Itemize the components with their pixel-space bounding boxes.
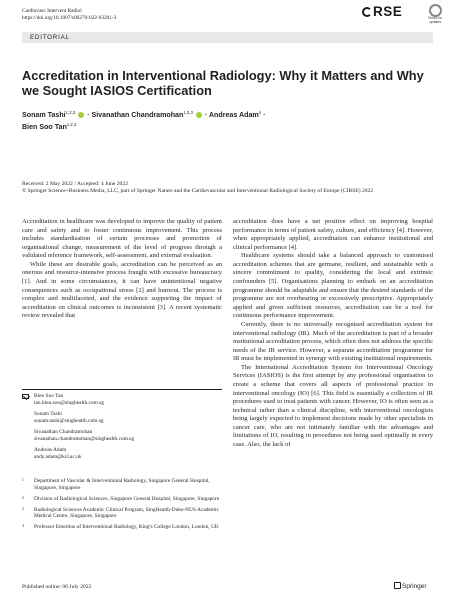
corresponding-contacts [34,393,220,465]
cirse-logo [362,4,402,19]
body-paragraph: The International Accreditation System for Interventional Oncology Services (IASIOS) is the first attempt by any professional organisation to create a scheme that covers all aspects of professional practice in interventional oncology (IO) [6]. This field is essentially a collection of IR procedures used to treat patients with cancer. However, IO is often seen as a technical rather than a clinical discipline, with interventional oncologists being largely expected to implement decisions made by other specialists in cancer care, who are not intimately familiar with the advantages and limitations of IO, resulting in procedures not being used optimally in every case. Also, the lack of [233,363,433,449]
contact-email[interactable]: sonam.tashi@singhealth.com.sg [34,417,104,424]
affiliation-entry [22,524,222,531]
published-online-date: Published online: 06 July 2022 [22,584,92,590]
body-paragraph: While these are desirable goals, accreditation can be perceived as an onerous and resource-intensive process fraught with excessive bureaucracy [1]. And in some circumstances, it can have unintentional negative consequences such as occupational stress [2] and burnout. The process is complex and multifaceted, and the evidence supporting the impact of accreditation on clinical outcomes is inconsistent [3]. A recent systematic review revealed that [22,260,222,320]
contact-entry [34,447,220,460]
article-title: Accreditation in Interventional Radiology: Why it Matters and Why we Sought IASIOS Certification [22,68,424,99]
contact-email[interactable]: tan.bien.soo@singhealth.com.sg [34,399,104,406]
footnote-divider [22,389,222,390]
updates-label: Check for updates [427,16,443,24]
article-meta [22,181,433,195]
copyright-notice: © Springer Science+Business Media, LLC, part of Springer Nature and the Cardiovascular and Interventional Radiological Society of Europe (CIRSE) 2022 [22,188,374,195]
cirse-c-mark-icon [362,7,372,17]
section-label: EDITORIAL [30,34,70,41]
author-name[interactable]: Bien Soo Tan [22,123,67,131]
contact-entry [34,411,220,424]
author-list: Sonam Tashi$^{1,2,3}$ · Sivanathan Chandramohan$^{1,2,3}$ · Andreas Adam$^4$ · Bien Soo Tan$^{1,2,3}$ [22,110,266,131]
section-bar [22,32,433,43]
received-accepted-dates: Received: 2 May 2022 / Accepted: 4 June 2022 [22,181,128,187]
contact-name: Bien Soo Tan [34,393,64,399]
journal-header [22,8,116,21]
affiliation-entry [22,478,222,491]
body-paragraph: Healthcare systems should take a balanced approach to customised accreditation schemes that are germane, resilient, and sustainable with a sincere commitment to quality, considering the local and extrinsic confounders [5]. Organisations planning to embark on an accreditation programme should be adaptable and ensure that the desired standards of the programme are not overbearing or excessively prescriptive. Appropriately applied and given sufficient resources, accreditation can be a tool for continuous performance improvement. [233,252,433,320]
contact-name: Sonam Tashi [34,411,62,417]
orcid-icon[interactable] [78,112,84,118]
affiliation-entry [22,496,222,503]
author-name[interactable]: Andreas Adam [208,111,259,119]
contact-entry [34,429,220,442]
affiliation-entry [22,507,222,520]
journal-name: Cardiovasc Intervent Radiol [22,8,82,14]
body-paragraph: accreditation does have a net positive effect on improving hospital performance in terms of patient safety, culture, and efficiency [4]. However, when appropriately applied, accreditation can enhance institutional and clinical performance [4]. [233,218,433,251]
springer-horse-icon [394,582,401,589]
author-name[interactable]: Sivanathan Chandramohan [91,111,184,119]
doi-link[interactable]: https://doi.org/10.1007/s00270-022-03201-3 [22,14,117,21]
affiliation-text: Division of Radiological Sciences, Singapore General Hospital, Singapore, Singapore [34,495,220,502]
author-name[interactable]: Sonam Tashi [22,111,66,119]
contact-email[interactable]: sivanathan.chandramohan@singhealth.com.sg [34,435,135,442]
affiliation-number: 4 [22,524,24,528]
affiliation-list [22,478,222,535]
contact-entry [34,393,220,406]
author-affiliation: 1,2,3 [183,110,193,115]
contact-name: Andreas Adam [34,447,67,453]
contact-email[interactable]: andy.adam@kcl.ac.uk [34,453,82,460]
body-column-left [22,218,222,321]
affiliation-text: Radiological Sciences Academic Clinical Program, SingHealth-Duke-NUS Academic Medical Centre, Singapore, Singapore [34,506,219,519]
springer-logo [394,582,427,590]
affiliation-number: 3 [22,506,24,511]
body-paragraph: Accreditation in healthcare was developed to improve the quality of patient care and safety and to foster continuous improvement. This process includes standardisation of certain processes and promotion of organisational change, measurement of the level of progress through a validated reference framework, self-assessment, and external evaluation. [22,218,222,260]
envelope-icon [22,394,29,399]
check-for-updates-badge[interactable] [425,4,445,26]
body-paragraph: Currently, there is no universally recognised accreditation system for interventional radiology (IR). Much of the accreditation is part of a broader institutional accreditation process, which often does not address the specific needs of the IR service. However, a separate accreditation programme for IR must be implemented in synergy with existing institutional requirements. [233,320,433,363]
cirse-logo-text: RSE [373,4,403,19]
body-column-right [233,218,433,450]
contact-name: Sivanathan Chandramohan [34,429,93,435]
orcid-icon[interactable] [196,112,202,118]
springer-logo-text: Springer [402,583,427,590]
affiliation-number: 2 [22,495,24,500]
author-affiliation: 1,2,3 [65,110,76,115]
affiliation-number: 1 [22,478,24,482]
author-affiliation: 4 [258,110,262,115]
affiliation-text: Professor Emeritus of Interventional Radiology, King's College London, London, UK [34,524,219,530]
author-affiliation: 1,2,3 [66,122,77,127]
affiliation-text: Department of Vascular & Interventional Radiology, Singapore General Hospital, Singapore, Singapore [34,478,210,491]
